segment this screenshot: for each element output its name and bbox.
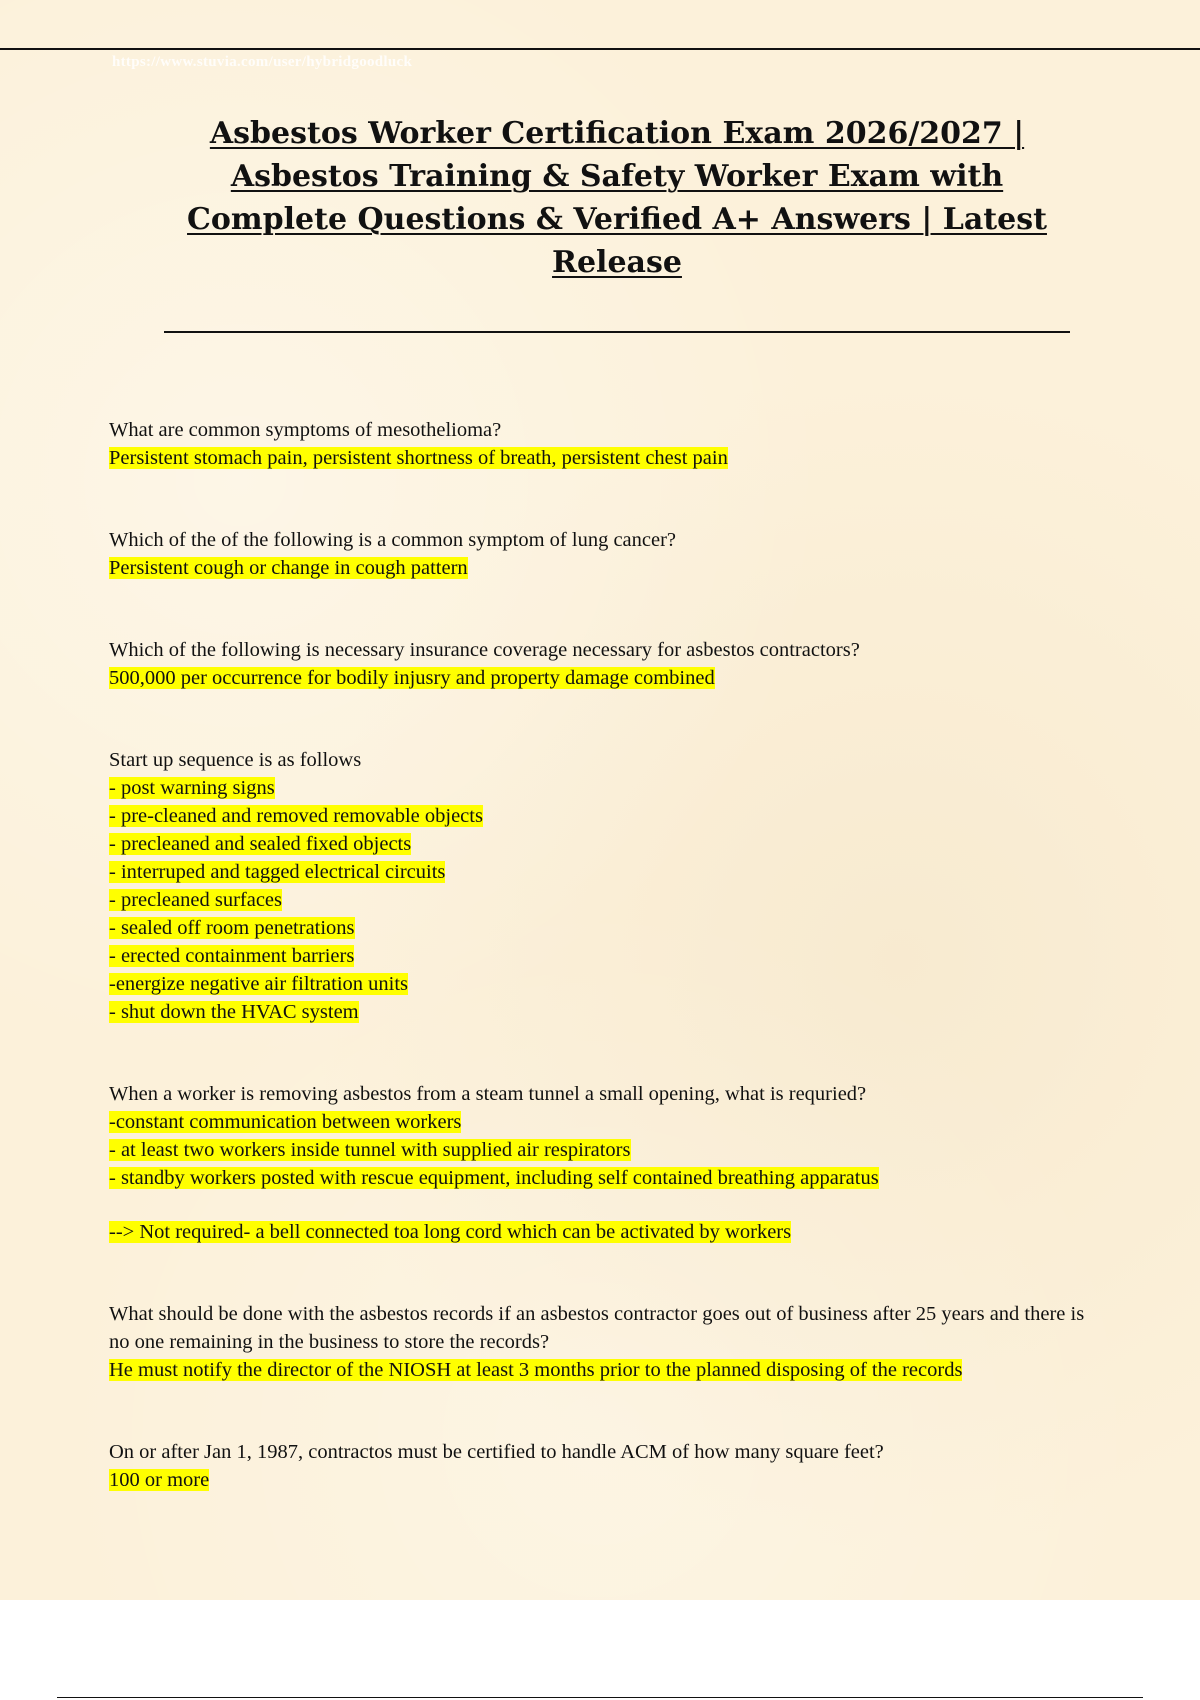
qa-item [109, 746, 1109, 1026]
qa-item [109, 1080, 1109, 1246]
document-title [150, 112, 1084, 284]
question-text: Start up sequence is as follows [109, 749, 362, 771]
qa-list [109, 416, 1109, 1548]
answer-text: -constant communication between workers [109, 1111, 462, 1133]
title-line: Asbestos Training & Safety Worker Exam with [230, 159, 1004, 194]
watermark: https://www.stuvia.com/user/hybridgoodluck [112, 54, 413, 70]
qa-item [109, 526, 1109, 582]
answer-text: - sealed off room penetrations [109, 917, 355, 939]
answer-text: - pre-cleaned and removed removable objects [109, 805, 483, 827]
qa-item [109, 1438, 1109, 1494]
question-text: Which of the of the following is a common symptom of lung cancer? [109, 529, 677, 551]
answer-text: He must notify the director of the NIOSH at least 3 months prior to the planned disposing of the records [109, 1359, 963, 1381]
answer-text: - precleaned and sealed fixed objects [109, 833, 412, 855]
answer-text: 500,000 per occurrence for bodily injusry and property damage combined [109, 667, 715, 689]
title-divider [164, 331, 1070, 333]
qa-item [109, 416, 1109, 472]
title-line: Asbestos Worker Certification Exam 2026/2027 | [209, 116, 1025, 151]
answer-text: - at least two workers inside tunnel with supplied air respirators [109, 1139, 631, 1161]
question-text: What are common symptoms of mesothelioma? [109, 419, 502, 441]
answer-text: Persistent cough or change in cough pattern [109, 557, 468, 579]
answer-note: --> Not required- a bell connected toa long cord which can be activated by workers [109, 1221, 792, 1243]
top-divider [0, 48, 1200, 50]
answer-text: - erected containment barriers [109, 945, 355, 967]
answer-text: 100 or more [109, 1469, 210, 1491]
footer-divider [57, 1697, 1143, 1698]
title-line: Release [552, 245, 682, 280]
answer-text: - standby workers posted with rescue equipment, including self contained breathing apparatus [109, 1167, 879, 1189]
answer-text: - precleaned surfaces [109, 889, 282, 911]
qa-item [109, 636, 1109, 692]
title-line: Complete Questions & Verified A+ Answers | Latest [187, 202, 1047, 237]
question-text: What should be done with the asbestos records if an asbestos contractor goes out of business after 25 years and there is no one remaining in the business to store the records? [109, 1303, 1085, 1353]
answer-text: -energize negative air filtration units [109, 973, 409, 995]
question-text: Which of the following is necessary insurance coverage necessary for asbestos contractors? [109, 639, 860, 661]
answer-text: - shut down the HVAC system [109, 1001, 359, 1023]
answer-text: - post warning signs [109, 777, 275, 799]
answer-text: Persistent stomach pain, persistent shortness of breath, persistent chest pain [109, 447, 728, 469]
question-text: When a worker is removing asbestos from a steam tunnel a small opening, what is requried? [109, 1083, 867, 1105]
answer-text: - interruped and tagged electrical circuits [109, 861, 446, 883]
qa-item [109, 1300, 1109, 1384]
question-text: On or after Jan 1, 1987, contractos must be certified to handle ACM of how many square feet? [109, 1441, 884, 1463]
